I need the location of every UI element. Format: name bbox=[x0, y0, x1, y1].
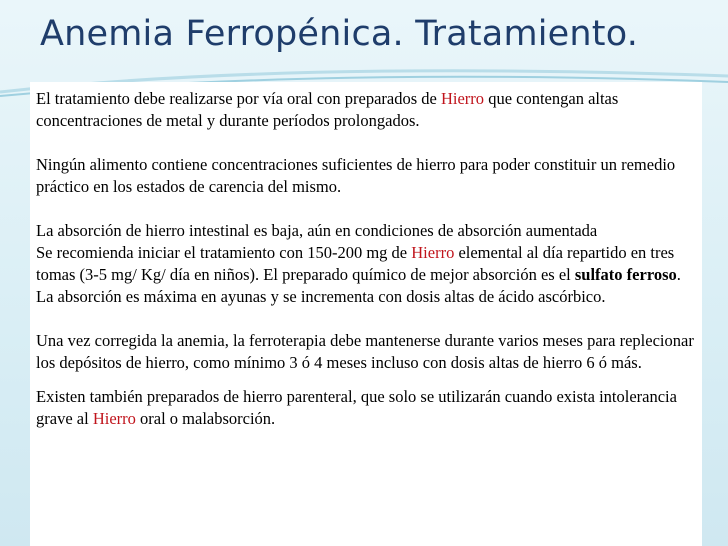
paragraph-dosage: Se recomienda iniciar el tratamiento con 150-200 mg de Hierro elemental al día repartido en tres tomas (3-5 mg/ Kg/ día en niños). El preparado químico de mejor absorción es el sulfato ferroso. La absorción es máxima en ayunas y se incrementa con dosis altas de ácido ascórbico. bbox=[36, 243, 681, 306]
body-text bbox=[36, 88, 700, 430]
paragraph-absorption: La absorción de hierro intestinal es baja, aún en condiciones de absorción aumentada bbox=[36, 221, 598, 240]
highlight-hierro: Hierro bbox=[411, 243, 455, 262]
paragraph-oral-treatment: El tratamiento debe realizarse por vía oral con preparados de Hierro que contengan altas concentraciones de metal y durante períodos prolongados. bbox=[36, 89, 619, 130]
paragraph-parenteral: Existen también preparados de hierro parenteral, que solo se utilizarán cuando exista intolerancia grave al Hierro oral o malabsorción. bbox=[36, 387, 677, 428]
highlight-hierro: Hierro bbox=[92, 409, 136, 428]
content-panel bbox=[30, 82, 702, 546]
bold-sulfato-ferroso: sulfato ferroso bbox=[574, 265, 677, 284]
highlight-hierro: Hierro bbox=[440, 89, 485, 108]
slide-title: Anemia Ferropénica. Tratamiento. bbox=[40, 14, 639, 54]
paragraph-maintenance: Una vez corregida la anemia, la ferroterapia debe mantenerse durante varios meses para replecionar los depósitos de hierro, como mínimo 3 ó 4 meses incluso con dosis altas de hierro 6 ó más. bbox=[36, 331, 694, 372]
paragraph-food: Ningún alimento contiene concentraciones suficientes de hierro para poder constituir un remedio práctico en los estados de carencia del mismo. bbox=[36, 155, 676, 196]
